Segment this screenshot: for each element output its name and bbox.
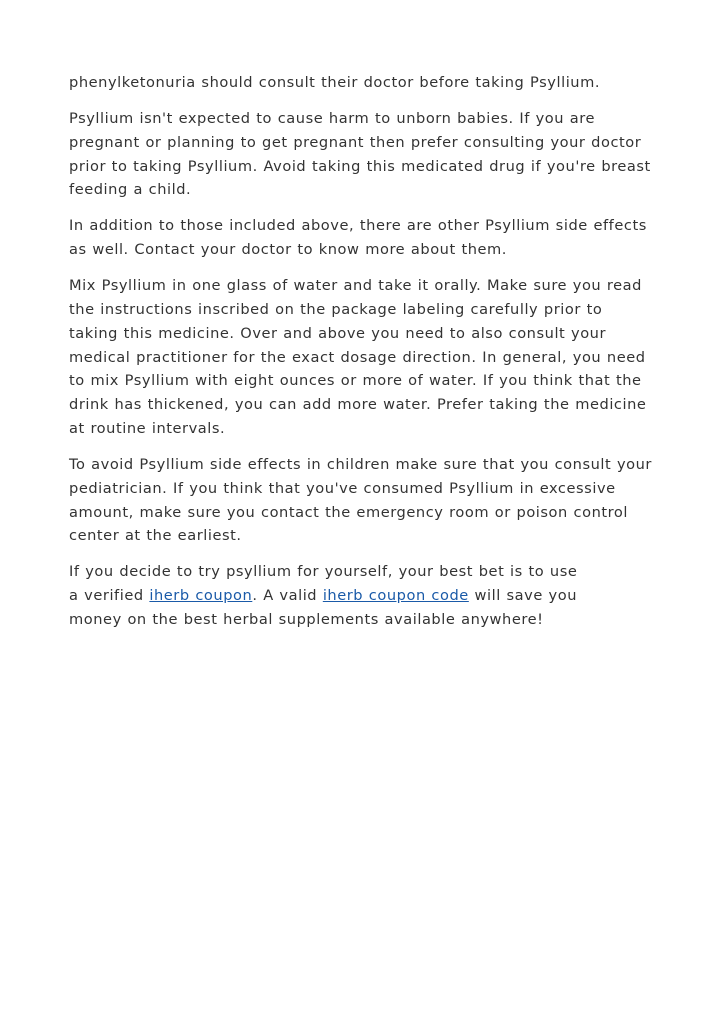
text-segment: will save you (468, 587, 578, 605)
text-line: feeding a child. (69, 181, 192, 199)
paragraph-other-side-effects (69, 214, 669, 262)
paragraph-dosage (69, 274, 669, 441)
iherb-coupon-code-link[interactable]: iherb coupon code (322, 587, 469, 605)
text-line: If you decide to try psyllium for yourself, your best bet is to use (69, 563, 578, 581)
text-segment: . A valid (252, 587, 323, 605)
text-line: pediatrician. If you think that you've consumed Psyllium in excessive (69, 479, 616, 497)
text-line: drink has thickened, you can add more water. Prefer taking the medicine (69, 396, 647, 414)
text-line: In addition to those included above, there are other Psyllium side effects (69, 217, 647, 235)
document-page (69, 71, 669, 644)
text-line: prior to taking Psyllium. Avoid taking this medicated drug if you're breast (69, 157, 651, 175)
text-line: as well. Contact your doctor to know more about them. (69, 241, 507, 259)
text-line: taking this medicine. Over and above you need to also consult your (69, 324, 607, 342)
text-line: Psyllium isn't expected to cause harm to unborn babies. If you are (69, 109, 596, 127)
text-line: Mix Psyllium in one glass of water and take it orally. Make sure you read (69, 277, 642, 295)
text-segment: a verified (69, 587, 150, 605)
paragraph-coupon (69, 560, 669, 631)
text-line: To avoid Psyllium side effects in children make sure that you consult your (69, 455, 652, 473)
paragraph-pregnancy (69, 107, 669, 202)
paragraph-phenylketonuria (69, 71, 669, 95)
text-line-with-links (69, 584, 669, 608)
text-line: medical practitioner for the exact dosage direction. In general, you need (69, 348, 646, 366)
paragraph-children (69, 453, 669, 548)
text-line: center at the earliest. (69, 527, 242, 545)
text-line: money on the best herbal supplements available anywhere! (69, 610, 544, 628)
text-line: the instructions inscribed on the package labeling carefully prior to (69, 300, 603, 318)
text-line: amount, make sure you contact the emergency room or poison control (69, 503, 628, 521)
text-line: pregnant or planning to get pregnant then prefer consulting your doctor (69, 133, 642, 151)
text-line: to mix Psyllium with eight ounces or more of water. If you think that the (69, 372, 642, 390)
text-line: phenylketonuria should consult their doctor before taking Psyllium. (69, 74, 601, 91)
text-line: at routine intervals. (69, 419, 226, 437)
iherb-coupon-link[interactable]: iherb coupon (149, 587, 253, 605)
